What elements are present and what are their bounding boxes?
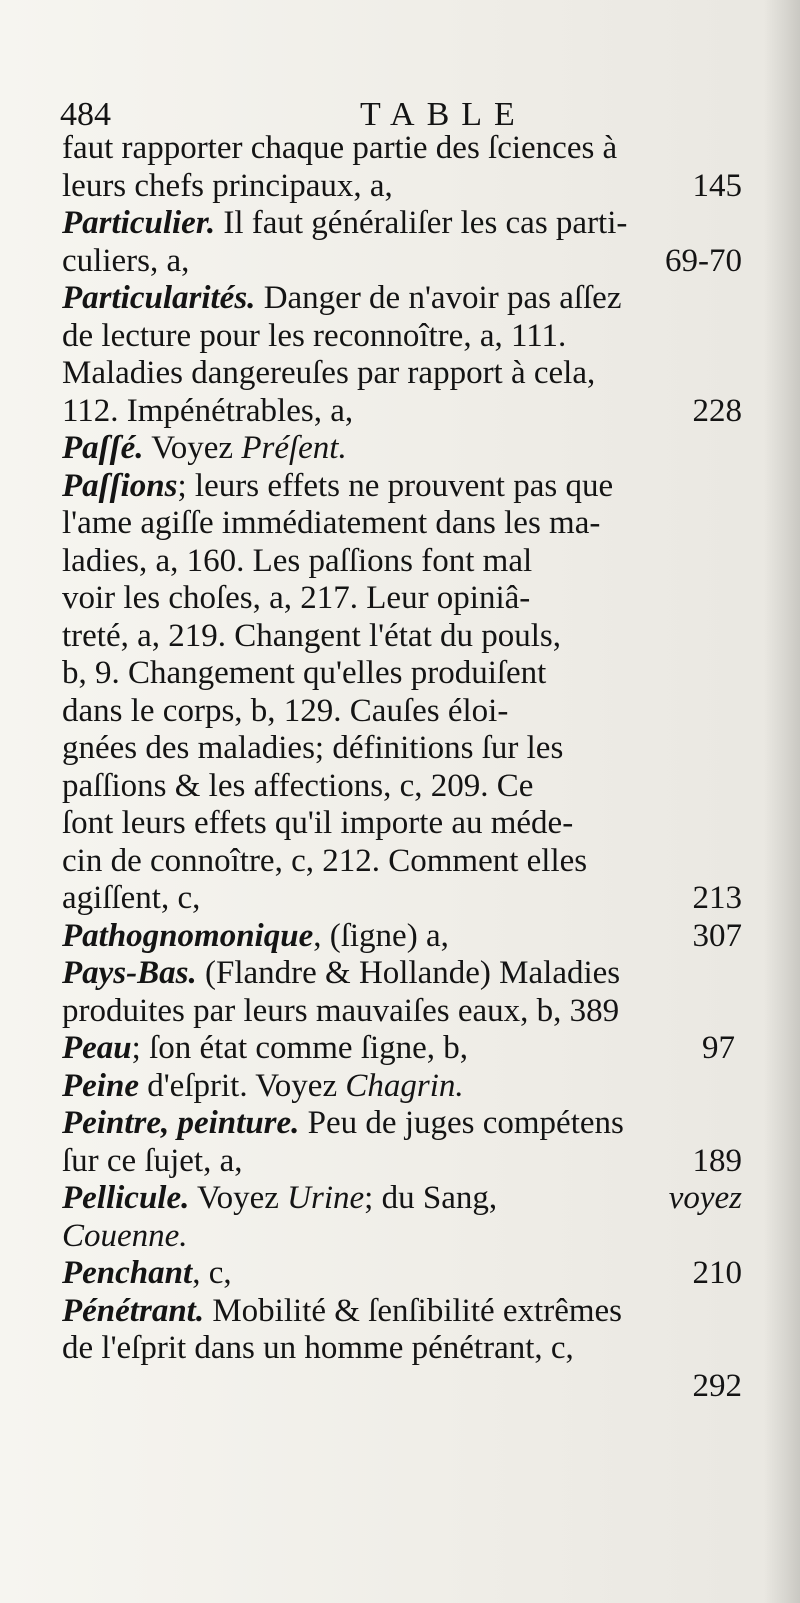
index-entry-particulier	[62, 205, 742, 280]
line-text	[62, 1067, 464, 1106]
entry-line	[62, 880, 742, 918]
line-text: treté, a, 219. Changent l'état du pouls,	[62, 617, 561, 654]
entry-heading: Paſſé.	[62, 430, 144, 466]
entry-text: d'eſprit. Voyez	[138, 1067, 346, 1104]
entry-line	[62, 842, 742, 881]
index-entry-penetrant	[62, 1293, 742, 1406]
page-ref: 69-70	[665, 242, 742, 279]
line-text	[62, 955, 621, 993]
index-entry-passions	[62, 468, 742, 918]
entry-heading: Peintre, peinture.	[62, 1105, 300, 1141]
line-text: b, 9. Changement qu'elles produiſent	[62, 655, 547, 691]
entry-line	[62, 580, 742, 618]
page-ref: 307	[692, 917, 742, 954]
entry-heading: Pénétrant.	[62, 1292, 205, 1329]
line-text: gnées des maladies; définitions ſur les	[62, 730, 564, 766]
page-ref: 210	[692, 1255, 742, 1291]
entry-line	[62, 767, 742, 806]
page-number: 484	[60, 96, 111, 133]
index-entry-penchant	[62, 1255, 742, 1293]
entry-line	[62, 280, 742, 318]
page-fold-shadow	[764, 0, 800, 1603]
entry-line	[62, 542, 742, 581]
line-text: de lecture pour les reconnoître, a, 111.	[62, 317, 567, 354]
entry-line	[62, 992, 742, 1031]
line-text	[62, 1255, 232, 1293]
entry-line	[62, 317, 742, 356]
index-entry-peintre	[62, 1105, 742, 1180]
entry-line	[62, 1142, 742, 1181]
line-text	[62, 205, 628, 243]
entry-text: Peu de juges compétens	[299, 1105, 624, 1141]
line-text: voir les choſes, a, 217. Leur opiniâ-	[62, 580, 531, 616]
entry-line	[62, 692, 742, 731]
entry-text: Voyez	[189, 1180, 288, 1216]
entry-text: (Flandre & Hollande) Maladies	[196, 955, 621, 991]
entry-text: , (ſigne) a,	[313, 917, 449, 954]
entry-heading: Pays-Bas.	[62, 955, 197, 991]
line-text: culiers, a,	[62, 242, 190, 279]
entry-heading: Peau	[62, 1030, 132, 1066]
entry-text: ; du Sang,	[364, 1180, 498, 1216]
entry-text: ; leurs effets ne prouvent pas que	[177, 467, 614, 504]
line-text	[62, 1180, 498, 1218]
entry-text: ; ſon état comme ſigne, b,	[131, 1030, 469, 1066]
cross-reference: Chagrin.	[345, 1067, 464, 1104]
entry-line	[62, 917, 742, 956]
line-text: dans le corps, b, 129. Cauſes éloi-	[62, 692, 509, 729]
cross-reference: voyez	[668, 1180, 742, 1216]
line-text	[62, 1030, 469, 1068]
line-text	[62, 280, 622, 318]
entry-line	[62, 1255, 742, 1293]
entry-text: Danger de n'avoir pas aſſez	[255, 280, 622, 316]
entry-line	[102, 1368, 742, 1406]
entry-heading: Particulier.	[62, 205, 216, 241]
line-text: ladies, a, 160. Les paſſions font mal	[62, 542, 533, 579]
entry-line	[62, 1217, 742, 1256]
index-entry-peau	[62, 1030, 742, 1068]
entry-line	[62, 1292, 742, 1331]
line-text: leurs chefs principaux, a,	[62, 167, 393, 204]
line-text	[62, 917, 449, 956]
page-ref: 213	[692, 880, 742, 916]
index-entry-continued	[62, 130, 742, 205]
cross-reference: Urine	[287, 1180, 365, 1216]
line-text: ſont leurs effets qu'il importe au méde-	[62, 805, 574, 841]
entry-line	[62, 1330, 742, 1368]
index-entry-pellicule	[62, 1180, 742, 1255]
entry-line: Peau; ſon état comme ſigne, b, 97	[62, 1030, 735, 1066]
entry-line	[62, 730, 742, 768]
entry-line	[62, 205, 742, 243]
entry-line	[62, 1067, 742, 1106]
entry-line	[62, 505, 742, 543]
page-ref: 145	[692, 167, 742, 204]
line-text	[62, 1105, 624, 1143]
line-text: Maladies dangereuſes par rapport à cela,	[62, 355, 596, 391]
index-entry-pays-bas	[62, 955, 742, 1030]
cross-reference: Couenne.	[62, 1217, 188, 1254]
entry-line	[62, 1180, 742, 1218]
line-text: paſſions & les affections, c, 209. Ce	[62, 767, 534, 804]
entry-line	[62, 130, 742, 168]
entry-line	[62, 242, 742, 281]
entry-heading: Peine	[62, 1067, 139, 1104]
index-entry-pathognomonique	[62, 918, 742, 956]
entry-line	[62, 617, 742, 656]
line-text	[62, 467, 614, 506]
page-ref: 292	[692, 1367, 742, 1404]
entry-heading: Pathognomonique	[62, 917, 314, 954]
line-text: ſur ce ſujet, a,	[62, 1142, 243, 1179]
line-text: l'ame agiſſe immédiatement dans les ma-	[62, 505, 601, 541]
line-text	[62, 1292, 623, 1331]
line-text: faut rapporter chaque partie des ſciences à	[62, 130, 618, 166]
entry-text: , c,	[192, 1255, 232, 1291]
page-ref: 228	[692, 392, 742, 429]
entry-text: Mobilité & ſenſibilité extrêmes	[204, 1292, 623, 1329]
entry-line	[62, 430, 742, 468]
page-ref: 189	[692, 1142, 742, 1179]
entry-line	[62, 392, 742, 431]
entry-heading: Paſſions	[62, 467, 178, 504]
entry-heading: Penchant	[62, 1255, 193, 1291]
cross-reference: Préſent.	[241, 430, 347, 466]
line-text	[62, 430, 347, 468]
line-text: cin de connoître, c, 212. Comment elles	[62, 842, 588, 879]
line-text: de l'eſprit dans un homme pénétrant, c,	[62, 1330, 574, 1366]
line-text: produites par leurs mauvaiſes eaux, b, 389	[62, 992, 620, 1029]
entry-text: Voyez	[143, 430, 242, 466]
line-text: agiſſent, c,	[62, 880, 201, 916]
entry-line	[62, 467, 742, 506]
entry-text: Il faut généraliſer les cas parti-	[215, 205, 628, 241]
entry-line	[62, 805, 742, 843]
entry-line	[62, 955, 742, 993]
line-text: 112. Impénétrables, a,	[62, 392, 354, 429]
index-content	[62, 130, 742, 1405]
entry-line	[62, 355, 742, 393]
running-title: TABLE	[360, 96, 527, 133]
index-entry-particularites	[62, 280, 742, 430]
entry-heading: Particularités.	[62, 280, 256, 316]
index-entry-passe	[62, 430, 742, 468]
entry-line	[62, 167, 742, 206]
index-entry-peine	[62, 1068, 742, 1106]
entry-heading: Pellicule.	[62, 1180, 190, 1216]
entry-line	[62, 1105, 742, 1143]
entry-line	[62, 655, 742, 693]
